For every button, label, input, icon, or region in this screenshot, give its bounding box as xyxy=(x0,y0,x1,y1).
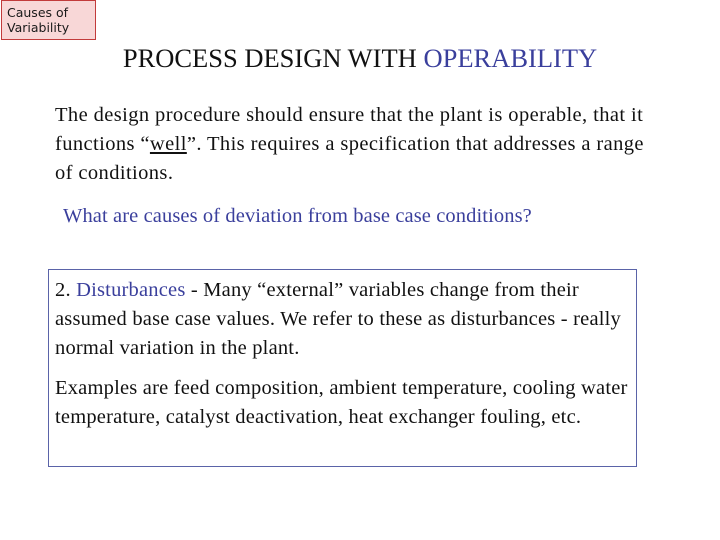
examples-paragraph: Examples are feed composition, ambient temperature, cooling water temperature, catalyst deactivation, heat exchanger fouling, etc. xyxy=(55,377,628,428)
content-box xyxy=(48,269,637,467)
intro-text-after: ”. This requires a specification that addresses a range of conditions. xyxy=(55,133,644,184)
intro-emphasis: well xyxy=(149,133,187,155)
item-keyword: Disturbances xyxy=(76,279,186,301)
question-line: What are causes of deviation from base case conditions? xyxy=(63,205,532,227)
item-number: 2. xyxy=(55,279,77,301)
slide-title-accent: OPERABILITY xyxy=(423,43,598,73)
slide-title-main: PROCESS DESIGN WITH xyxy=(122,43,424,73)
disturbances-paragraph xyxy=(55,276,630,363)
intro-text-before: The design procedure should ensure that the plant is operable, that it functions “ xyxy=(55,104,644,155)
intro-paragraph xyxy=(55,101,655,188)
topic-tag-line2: Variability xyxy=(7,20,70,35)
topic-tag-line1: Causes of xyxy=(7,5,69,20)
item-description: - Many “external” variables change from their assumed base case values. We refer to these as disturbances - really normal variation in the plant. xyxy=(55,279,621,359)
slide-title xyxy=(0,42,720,74)
topic-tag xyxy=(1,0,96,40)
